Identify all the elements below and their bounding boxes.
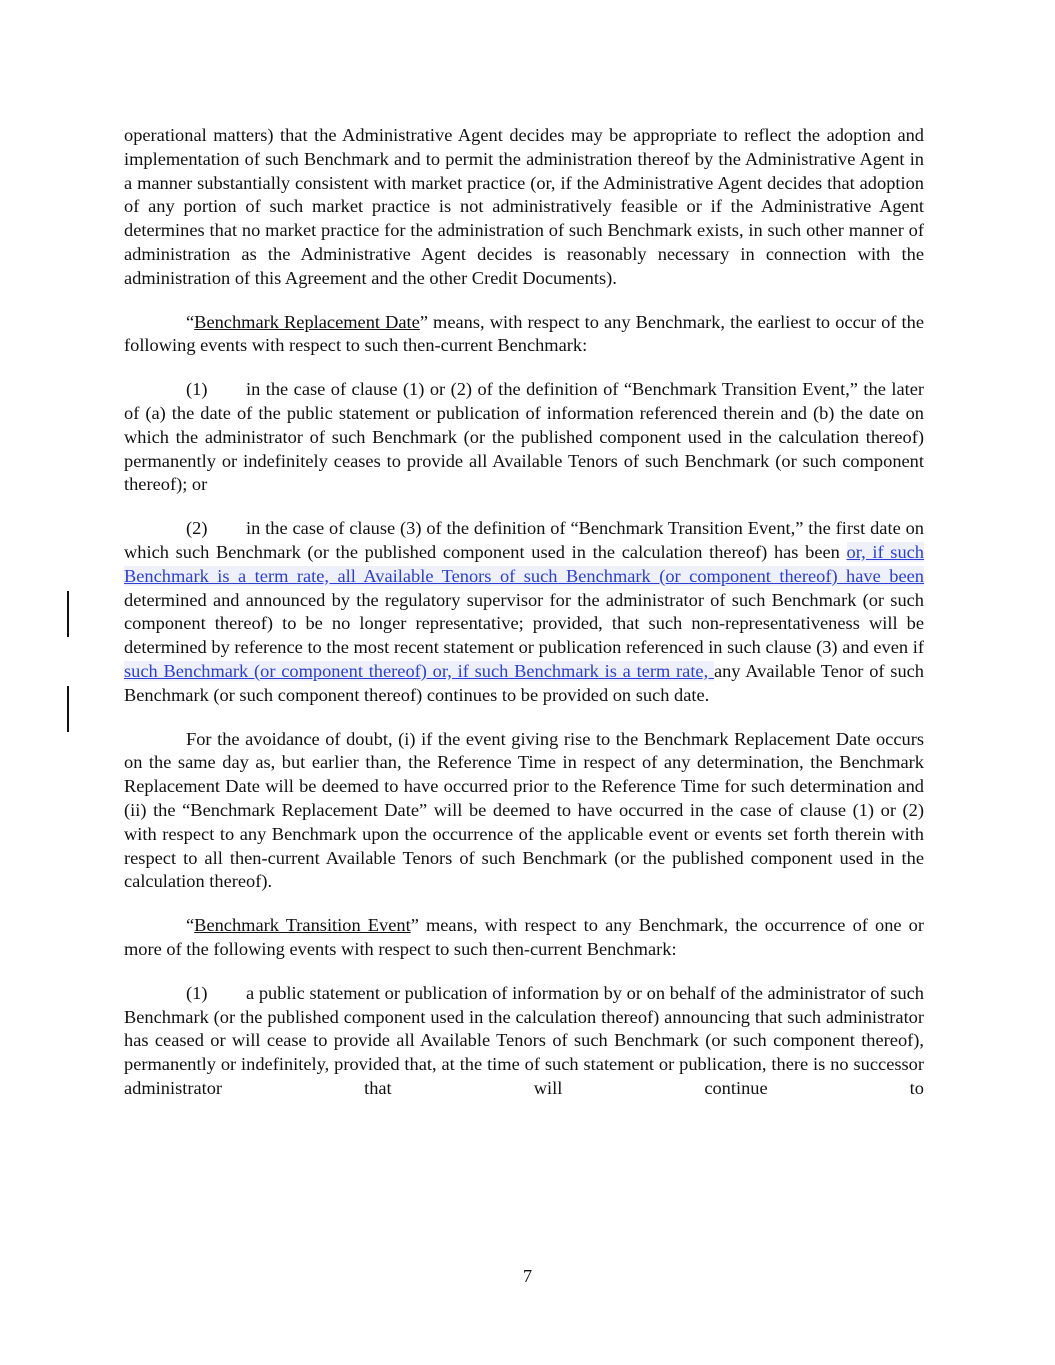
definition-text: ” means, with respect to any Benchmark, the occurrence of one or more of the following events with respect to such then-current Benchmark: <box>124 915 924 959</box>
tracked-insertion[interactable]: such Benchmark (or component thereof) or, if such Benchmark is a term rate, <box>124 660 714 681</box>
clause-2-replacement-date <box>124 517 924 707</box>
clause-number: (2) <box>186 518 208 539</box>
definition-text: ” means, with respect to any Benchmark, the earliest to occur of the following events with respect to such then-current Benchmark: <box>124 311 924 356</box>
clause-text: a public statement or publication of information by or on behalf of the administrator of such Benchmark (or the published component used in the calculation thereof) announcing that such administrator has ceased or will cease to provide all Available Tenors of such Benchmark (or such component thereof), permanently or indefinitely, provided that, at the time of such statement or publication, there is no successor administrator that will continue to <box>124 982 924 1098</box>
revision-change-bar <box>67 591 69 637</box>
clause-text: in the case of clause (1) or (2) of the definition of “Benchmark Transition Event,” the later of (a) the date of the public statement or publication of information referenced therein and (b) the date on which the administrator of such Benchmark (or the published component used in the calculation thereof) permanently or indefinitely ceases to provide all Available Tenors of such Benchmark (or such component thereof); or <box>124 379 924 495</box>
clause-1-transition-event <box>124 982 924 1101</box>
clause-text: in the case of clause (3) of the definition of “Benchmark Transition Event,” the first date on which such Benchmark (or the published component used in the calculation thereof) has been <box>124 518 924 562</box>
open-quote: “ <box>186 915 195 936</box>
clause-text: determined and announced by the regulatory supervisor for the administrator of such Benchmark (or such component thereof) to be no longer representative; provided, that such non-representativeness will be determined by reference to the most recent statement or publication referenced in such clause (3) and even if <box>124 589 924 658</box>
defined-term: Benchmark Transition Event <box>194 915 411 936</box>
clause-number: (1) <box>186 982 208 1003</box>
clause-text: any Available Tenor of such Benchmark (or such component thereof) continues to be provided on such date. <box>124 660 924 705</box>
defined-term: Benchmark Replacement Date <box>194 311 420 332</box>
revision-change-bar <box>67 686 69 732</box>
clause-number: (1) <box>186 379 208 400</box>
definition-benchmark-transition-event <box>124 914 924 962</box>
open-quote: “ <box>186 311 195 332</box>
definition-benchmark-replacement-date <box>124 311 924 359</box>
clause-1-replacement-date <box>124 378 924 497</box>
paragraph-avoidance-of-doubt: For the avoidance of doubt, (i) if the event giving rise to the Benchmark Replacement Date occurs on the same day as, but earlier than, the Reference Time in respect of any determination, the Benchmark Replacement Date will be deemed to have occurred prior to the Reference Time for such determination and (ii) the “Benchmark Replacement Date” will be deemed to have occurred in the case of clause (1) or (2) with respect to any Benchmark upon the occurrence of the applicable event or events set forth therein with respect to all then-current Available Tenors of such Benchmark (or the published component used in the calculation thereof). <box>124 728 924 892</box>
page-number: 7 <box>522 1266 533 1286</box>
document-page <box>124 124 924 1121</box>
paragraph-administration-continuation: operational matters) that the Administrative Agent decides may be appropriate to reflect the adoption and implementation of such Benchmark and to permit the administration thereof by the Administrative Agent in a manner substantially consistent with market practice (or, if the Administrative Agent decides that adoption of any portion of such market practice is not administratively feasible or if the Administrative Agent determines that no market practice for the administration of such Benchmark exists, in such other manner of administration as the Administrative Agent decides is reasonably necessary in connection with the administration of this Agreement and the other Credit Documents). <box>124 125 924 288</box>
tracked-insertion[interactable]: or, if such Benchmark is a term rate, all Available Tenors of such Benchmark (or component thereof) have been <box>124 541 924 586</box>
